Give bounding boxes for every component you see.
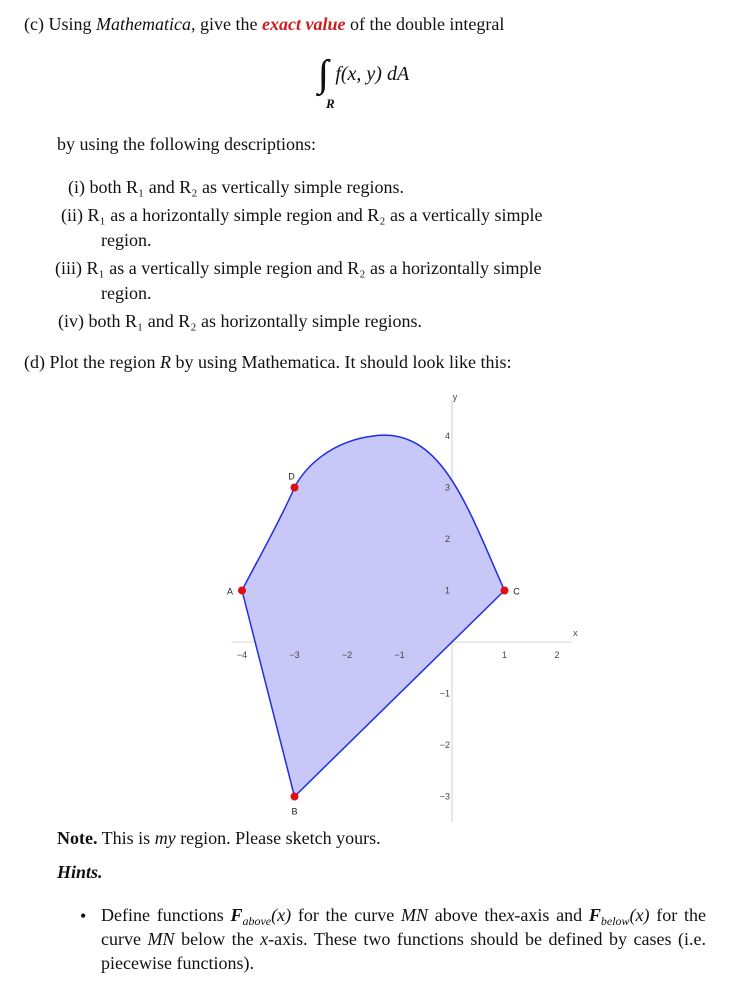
axis-name: x — [260, 929, 269, 949]
item-label: (ii) — [61, 205, 83, 225]
y-tick-label: 4 — [444, 431, 450, 441]
list-item — [68, 177, 404, 198]
hint-text: above the — [434, 905, 507, 925]
y-tick-label: −2 — [439, 740, 450, 750]
part-c-intro-after: of the double integral — [349, 14, 505, 34]
hint-text: below the — [181, 929, 254, 949]
x-tick-label: −2 — [341, 650, 353, 660]
note-text-before: This is — [101, 828, 151, 848]
hint-text: for the curve — [297, 905, 395, 925]
y-tick-label: −3 — [439, 791, 450, 802]
part-d-heading — [24, 352, 511, 373]
integral-sign: ∫∫ — [318, 53, 319, 95]
point-label-a: A — [226, 586, 234, 597]
point-label-c: C — [513, 586, 520, 597]
part-d-text-after: by using Mathematica. It should look like this: — [175, 352, 512, 372]
x-axis-label: x — [573, 628, 578, 638]
x-tick-label: −4 — [236, 650, 248, 660]
item-text: R₁ as a horizontally simple region and R₂ as a vertically simple — [87, 205, 543, 225]
x-tick-label: 2 — [554, 650, 560, 660]
y-tick-label: 2 — [444, 534, 450, 544]
x-tick-label: 1 — [501, 650, 508, 660]
region-plot — [0, 385, 745, 825]
part-c-intro-before: Using — [48, 14, 92, 34]
hints-label: Hints. — [57, 862, 103, 882]
double-integral — [318, 52, 409, 122]
integral-function: f(x, y) dA — [335, 63, 410, 85]
list-item — [55, 258, 541, 279]
note-emphasis: my — [154, 828, 176, 848]
point-d — [291, 484, 299, 492]
hint-text: for the curve — [101, 905, 706, 949]
region-name: R — [160, 352, 171, 372]
descriptions-intro: by using the following descriptions: — [57, 134, 316, 154]
item-continuation: region. — [101, 230, 152, 250]
hint-text: -axis. These two functions should be defined by cases (i.e. piecewise functions). — [101, 929, 707, 973]
note — [57, 828, 381, 849]
hint-text: Define functions — [101, 905, 224, 925]
f-above: $F_{above}(x)$ — [230, 905, 292, 928]
item-label: (iii) — [55, 258, 82, 278]
y-tick-label: −1 — [439, 688, 450, 699]
axis-name: x — [506, 905, 515, 925]
hint-bullet-text — [101, 903, 706, 975]
list-item — [61, 205, 542, 226]
point-label-d: D — [288, 471, 295, 482]
note-text-after: region. Please sketch yours. — [180, 828, 381, 848]
curve-name: MN — [147, 929, 175, 949]
part-c-heading — [24, 14, 504, 35]
bullet-dot: • — [80, 906, 87, 926]
item-text: both R₁ and R₂ as horizontally simple regions. — [88, 311, 423, 331]
note-label: Note. — [57, 828, 98, 848]
integral-region: R — [326, 96, 335, 111]
part-c-intro-middle: give the — [199, 14, 258, 34]
part-d-text-before: Plot the region — [49, 352, 156, 372]
y-tick-label: 1 — [444, 585, 450, 596]
part-c-label: (c) — [24, 14, 44, 34]
exact-value-emphasis: exact value — [261, 14, 346, 34]
item-label: (i) — [68, 177, 85, 197]
x-tick-label: −3 — [289, 650, 300, 660]
point-a — [238, 587, 246, 595]
x-tick-label: −1 — [394, 650, 405, 660]
part-d-label: (d) — [24, 352, 45, 372]
point-c — [501, 587, 509, 595]
item-text: both R₁ and R₂ as vertically simple regions. — [89, 177, 404, 197]
item-label: (iv) — [58, 311, 84, 331]
point-label-b: B — [291, 806, 298, 817]
curve-name: MN — [400, 905, 428, 925]
y-axis-label: y — [452, 391, 458, 402]
software-name: Mathematica, — [96, 14, 196, 34]
y-tick-label: 3 — [444, 482, 450, 493]
list-item — [58, 311, 422, 332]
hint-text: -axis and — [514, 905, 583, 925]
item-text: R₁ as a vertically simple region and R₂ as a horizontally simple — [86, 258, 542, 278]
point-b — [291, 793, 299, 801]
item-continuation: region. — [101, 283, 152, 303]
region-fill — [242, 435, 508, 796]
f-below: $F_{below}(x)$ — [588, 905, 650, 928]
